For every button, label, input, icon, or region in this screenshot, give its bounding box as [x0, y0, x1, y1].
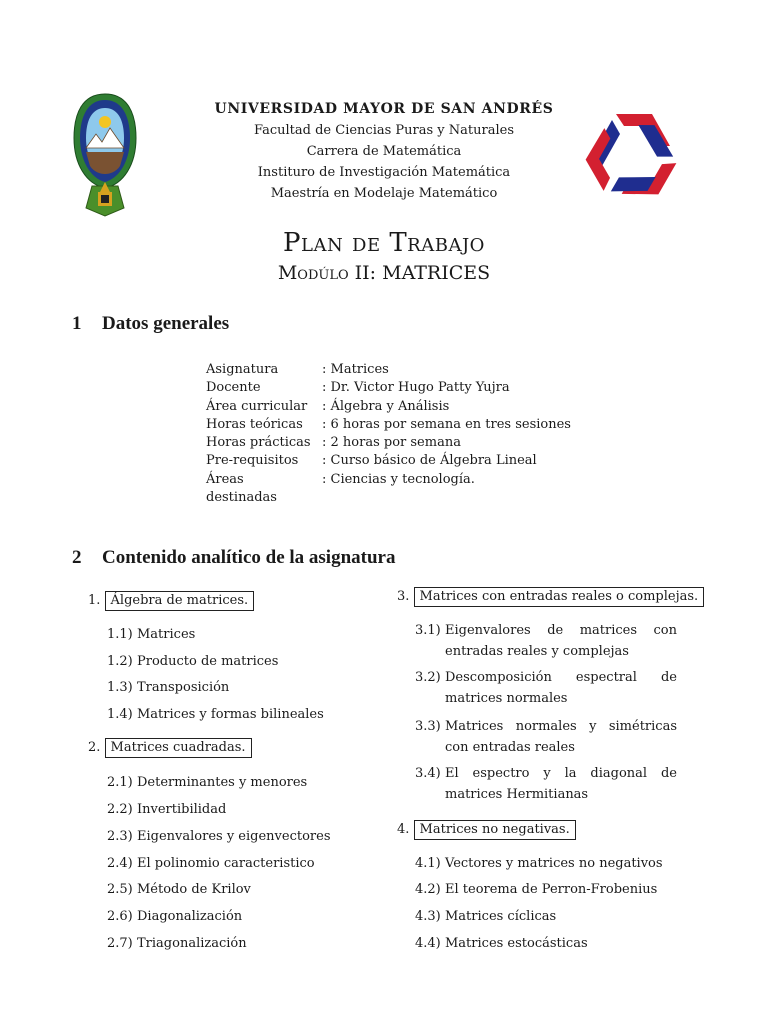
list-item: 2.2) Invertibilidad — [107, 802, 227, 817]
list-item: 2.3) Eigenvalores y eigenvectores — [107, 829, 331, 844]
topic-2: 2. Matrices cuadradas. — [88, 737, 252, 758]
list-item: 2.7) Triagonalización — [107, 936, 247, 951]
faculty-line: Facultad de Ciencias Puras y Naturales — [253, 123, 514, 138]
list-item: 2.1) Determinantes y menores — [107, 775, 308, 790]
table-row: Horas prácticas : 2 horas por semana — [206, 435, 461, 451]
list-item: 4.1) Vectores y matrices no negativos — [415, 856, 663, 871]
university-name: UNIVERSIDAD MAYOR DE SAN ANDRÉS — [214, 101, 554, 117]
list-item: 1.3) Transposición — [107, 680, 230, 695]
table-row: Pre-requisitos : Curso básico de Álgebra Lineal — [206, 453, 537, 469]
list-item: 1.1) Matrices — [107, 627, 196, 642]
table-row: Áreas destinadas : Ciencias y tecnología. — [206, 471, 475, 506]
topic-4: 4. Matrices no negativas. — [397, 819, 576, 840]
section-2-heading: 2 Contenido analítico de la asignatura — [72, 547, 396, 568]
module-label: Modúlo II: — [277, 262, 377, 284]
list-item: 2.5) Método de Krilov — [107, 882, 251, 897]
career-line: Carrera de Matemática — [306, 144, 462, 159]
list-item: 3.2) Descomposición espectral de matrices normales — [415, 670, 677, 706]
table-row: Área curricular : Álgebra y Análisis — [206, 398, 450, 414]
general-data-table — [200, 361, 575, 507]
document-title: Plan de Trabajo — [283, 228, 485, 258]
topic-1: 1. Álgebra de matrices. — [88, 590, 254, 611]
module-topic: MATRICES — [382, 262, 491, 284]
topic-3: 3. Matrices con entradas reales o complejas. — [397, 586, 704, 607]
list-item: 1.2) Producto de matrices — [107, 654, 279, 669]
list-item: 2.6) Diagonalización — [107, 909, 243, 924]
table-row: Docente : Dr. Victor Hugo Patty Yujra — [206, 380, 510, 396]
masters-line: Maestría en Modelaje Matemático — [270, 186, 498, 201]
list-item: 3.1) Eigenvalores de matrices con entradas reales y complejas — [415, 623, 677, 659]
list-item: 4.4) Matrices estocásticas — [415, 936, 588, 951]
list-item: 4.3) Matrices cíclicas — [415, 909, 557, 924]
list-item: 3.3) Matrices normales y simétricas con entradas reales — [415, 719, 677, 755]
list-item: 2.4) El polinomio caracteristico — [107, 856, 315, 871]
document-subtitle — [0, 262, 768, 284]
section-1-heading: 1 Datos generales — [72, 313, 230, 334]
list-item: 1.4) Matrices y formas bilineales — [107, 707, 324, 722]
table-row: Asignatura : Matrices — [206, 362, 389, 377]
institute-line: Instituro de Investigación Matemática — [257, 165, 511, 180]
list-item: 4.2) El teorema de Perron-Frobenius — [415, 882, 658, 897]
table-row: Horas teóricas : 6 horas por semana en tres sesiones — [206, 416, 571, 432]
list-item: 3.4) El espectro y la diagonal de matrices Hermitianas — [415, 766, 677, 802]
